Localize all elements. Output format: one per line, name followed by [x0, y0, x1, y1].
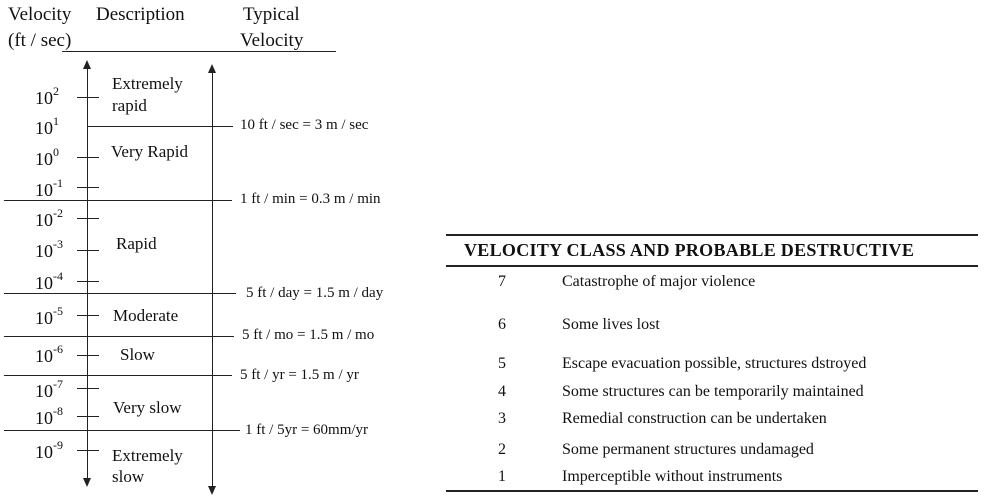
tick-mark [77, 97, 99, 98]
description-header: Description [96, 4, 185, 25]
velocity-class-description: Remedial construction can be undertaken [562, 410, 827, 427]
typical-velocity-label: 5 ft / day = 1.5 m / day [246, 285, 384, 301]
exponent-label: $10^{-9}$ [35, 438, 63, 462]
table-top-rule [446, 234, 978, 236]
desc-extremely-slow: Extremely [112, 446, 183, 465]
typical-axis [212, 70, 213, 489]
velocity-class-number: 7 [498, 273, 506, 290]
axis-arrow-down [83, 478, 91, 487]
velocity-class-number: 4 [498, 383, 506, 400]
exponent-label: $10^{-6}$ [35, 342, 63, 366]
velocity-class-description: Escape evacuation possible, structures dstroyed [562, 355, 867, 372]
typical-velocity-label: 10 ft / sec = 3 m / sec [240, 117, 369, 133]
velocity-class-number: 6 [498, 316, 506, 333]
exponent-label: $10^2$ [35, 84, 59, 108]
boundary-line [87, 126, 233, 127]
exponent-label: $10^{-7}$ [35, 377, 63, 401]
tick-mark [77, 187, 99, 188]
table-title: VELOCITY CLASS AND PROBABLE DESTRUCTIVE [464, 240, 915, 260]
table-header-rule [446, 265, 978, 267]
typical-velocity-header: Velocity [240, 30, 304, 51]
desc-very-slow: Very slow [113, 398, 182, 417]
desc-extremely-rapid: rapid [112, 96, 147, 115]
exponent-label: $10^{-2}$ [35, 206, 63, 230]
typical-velocity-label: 5 ft / mo = 1.5 m / mo [242, 327, 375, 343]
exponent-label: $10^0$ [35, 145, 59, 169]
velocity-class-description: Some structures can be temporarily maintained [562, 383, 864, 400]
tick-mark [77, 388, 99, 389]
typical-velocity-label: 1 ft / min = 0.3 m / min [240, 191, 381, 207]
velocity-class-description: Some lives lost [562, 316, 660, 333]
tick-mark [77, 250, 99, 251]
tick-mark [77, 315, 99, 316]
velocity-unit-header: (ft / sec) [8, 30, 72, 51]
desc-extremely-rapid: Extremely [112, 74, 183, 93]
velocity-class-number: 5 [498, 355, 506, 372]
boundary-line [4, 336, 234, 337]
velocity-class-number: 2 [498, 441, 506, 458]
tick-mark [77, 450, 99, 451]
typical-header: Typical [243, 4, 300, 25]
tick-mark [77, 416, 99, 417]
velocity-class-description: Imperceptible without instruments [562, 468, 783, 485]
desc-moderate: Moderate [113, 306, 179, 325]
exponent-label: $10^{-5}$ [35, 304, 63, 328]
exponent-label: $10^1$ [35, 114, 59, 138]
typical-axis-arrow-down [208, 486, 216, 495]
desc-slow: Slow [120, 345, 155, 364]
header-underline [62, 51, 336, 52]
boundary-line [4, 430, 240, 431]
velocity-header: Velocity [8, 4, 72, 25]
desc-rapid: Rapid [116, 234, 157, 253]
tick-mark [77, 281, 99, 282]
velocity-class-number: 3 [498, 410, 506, 427]
desc-extremely-slow: slow [112, 467, 145, 486]
typical-velocity-label: 1 ft / 5yr = 60mm/yr [245, 422, 369, 438]
desc-very-rapid: Very Rapid [111, 142, 188, 161]
exponent-label: $10^{-1}$ [35, 176, 63, 200]
table-bottom-rule [446, 490, 978, 492]
tick-mark [77, 218, 99, 219]
boundary-line [4, 375, 232, 376]
velocity-axis [87, 66, 88, 481]
velocity-class-description: Catastrophe of major violence [562, 273, 756, 290]
exponent-label: $10^{-4}$ [35, 269, 63, 293]
tick-mark [77, 157, 99, 158]
typical-velocity-label: 5 ft / yr = 1.5 m / yr [240, 367, 359, 383]
tick-mark [77, 355, 99, 356]
exponent-label: $10^{-8}$ [35, 404, 63, 428]
exponent-label: $10^{-3}$ [35, 237, 63, 261]
velocity-class-description: Some permanent structures undamaged [562, 441, 814, 458]
velocity-class-number: 1 [498, 468, 506, 485]
